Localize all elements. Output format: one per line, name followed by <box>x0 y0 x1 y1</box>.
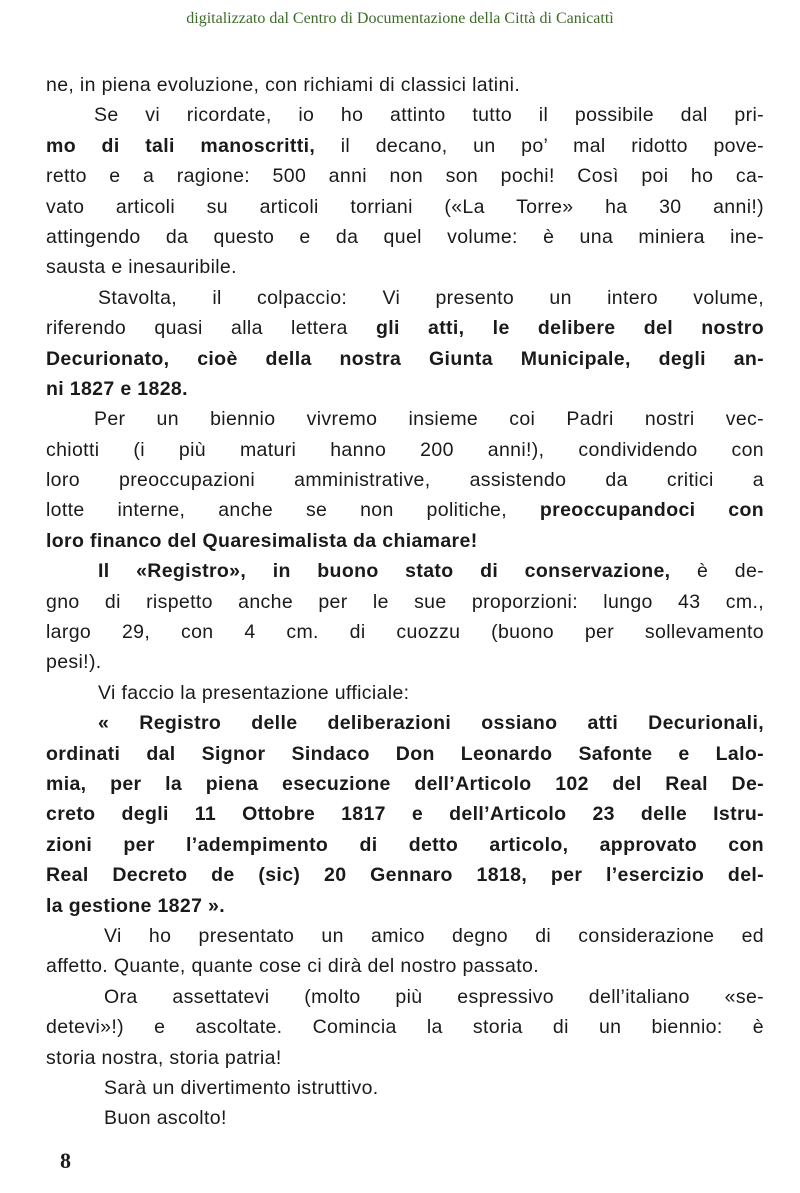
body-text <box>46 70 764 1134</box>
text-line: Il «Registro», in buono stato di conservazione, è de- <box>98 560 765 583</box>
text-line: pesi!). <box>46 651 102 674</box>
text-line: chiotti (i più maturi hanno 200 anni!), condividendo con <box>46 438 764 461</box>
text-line: Buon ascolto! <box>104 1107 227 1130</box>
text-line: largo 29, con 4 cm. di cuozzu (buono per sollevamento <box>46 621 764 644</box>
text-line: ne, in piena evoluzione, con richiami di classici latini. <box>46 74 521 96</box>
text-line: mo di tali manoscritti, il decano, un po’ mal ridotto pove- <box>46 134 764 157</box>
text-line: mia, per la piena esecuzione dell’Articolo 102 del Real De- <box>46 772 764 795</box>
text-line: retto e a ragione: 500 anni non son pochi! Così poi ho ca- <box>46 165 764 188</box>
text-line: Se vi ricordate, io ho attinto tutto il possibile dal pri- <box>94 104 764 127</box>
text-line: Vi faccio la presentazione ufficiale: <box>98 681 410 704</box>
text-line: Sarà un divertimento istruttivo. <box>104 1076 379 1099</box>
text-line: Per un biennio vivremo insieme coi Padri nostri vec- <box>94 408 764 431</box>
text-line: lotte interne, anche se non politiche, preoccupandoci con <box>46 499 765 522</box>
text-line: sausta e inesauribile. <box>46 256 237 279</box>
text-line: zioni per l’adempimento di detto articolo, approvato con <box>46 833 764 856</box>
text-line: « Registro delle deliberazioni ossiano atti Decurionali, <box>98 712 764 735</box>
text-line: Real Decreto de (sic) 20 Gennaro 1818, per l’esercizio del- <box>46 864 764 887</box>
text-line: vato articoli su articoli torriani («La Torre» ha 30 anni!) <box>46 195 764 218</box>
text-line: ni 1827 e 1828. <box>46 377 188 400</box>
text-line: ordinati dal Signor Sindaco Don Leonardo Safonte e Lalo- <box>46 742 764 765</box>
text-line: attingendo da questo e da quel volume: è una miniera ine- <box>46 225 764 248</box>
digitization-watermark: digitalizzato dal Centro di Documentazione della Città di Canicattì <box>186 10 614 27</box>
page-number: 8 <box>60 1148 71 1173</box>
text-line: gno di rispetto anche per le sue proporzioni: lungo 43 cm., <box>46 590 764 613</box>
text-line: Ora assettatevi (molto più espressivo dell’italiano «se- <box>104 985 764 1008</box>
text-line: Decurionato, cioè della nostra Giunta Municipale, degli an- <box>46 347 764 370</box>
text-line: Stavolta, il colpaccio: Vi presento un intero volume, <box>98 286 764 309</box>
text-line: storia nostra, storia patria! <box>46 1046 282 1069</box>
text-line: la gestione 1827 ». <box>46 894 225 917</box>
text-line: affetto. Quante, quante cose ci dirà del nostro passato. <box>46 955 539 978</box>
text-line: loro financo del Quaresimalista da chiamare! <box>46 529 478 552</box>
text-line: detevi»!) e ascoltate. Comincia la storia di un biennio: è <box>46 1016 764 1039</box>
text-line: loro preoccupazioni amministrative, assistendo da critici a <box>46 469 764 492</box>
text-line: riferendo quasi alla lettera gli atti, le delibere del nostro <box>46 317 764 340</box>
text-line: Vi ho presentato un amico degno di considerazione ed <box>104 924 764 947</box>
text-line: creto degli 11 Ottobre 1817 e dell’Articolo 23 delle Istru- <box>46 803 764 826</box>
